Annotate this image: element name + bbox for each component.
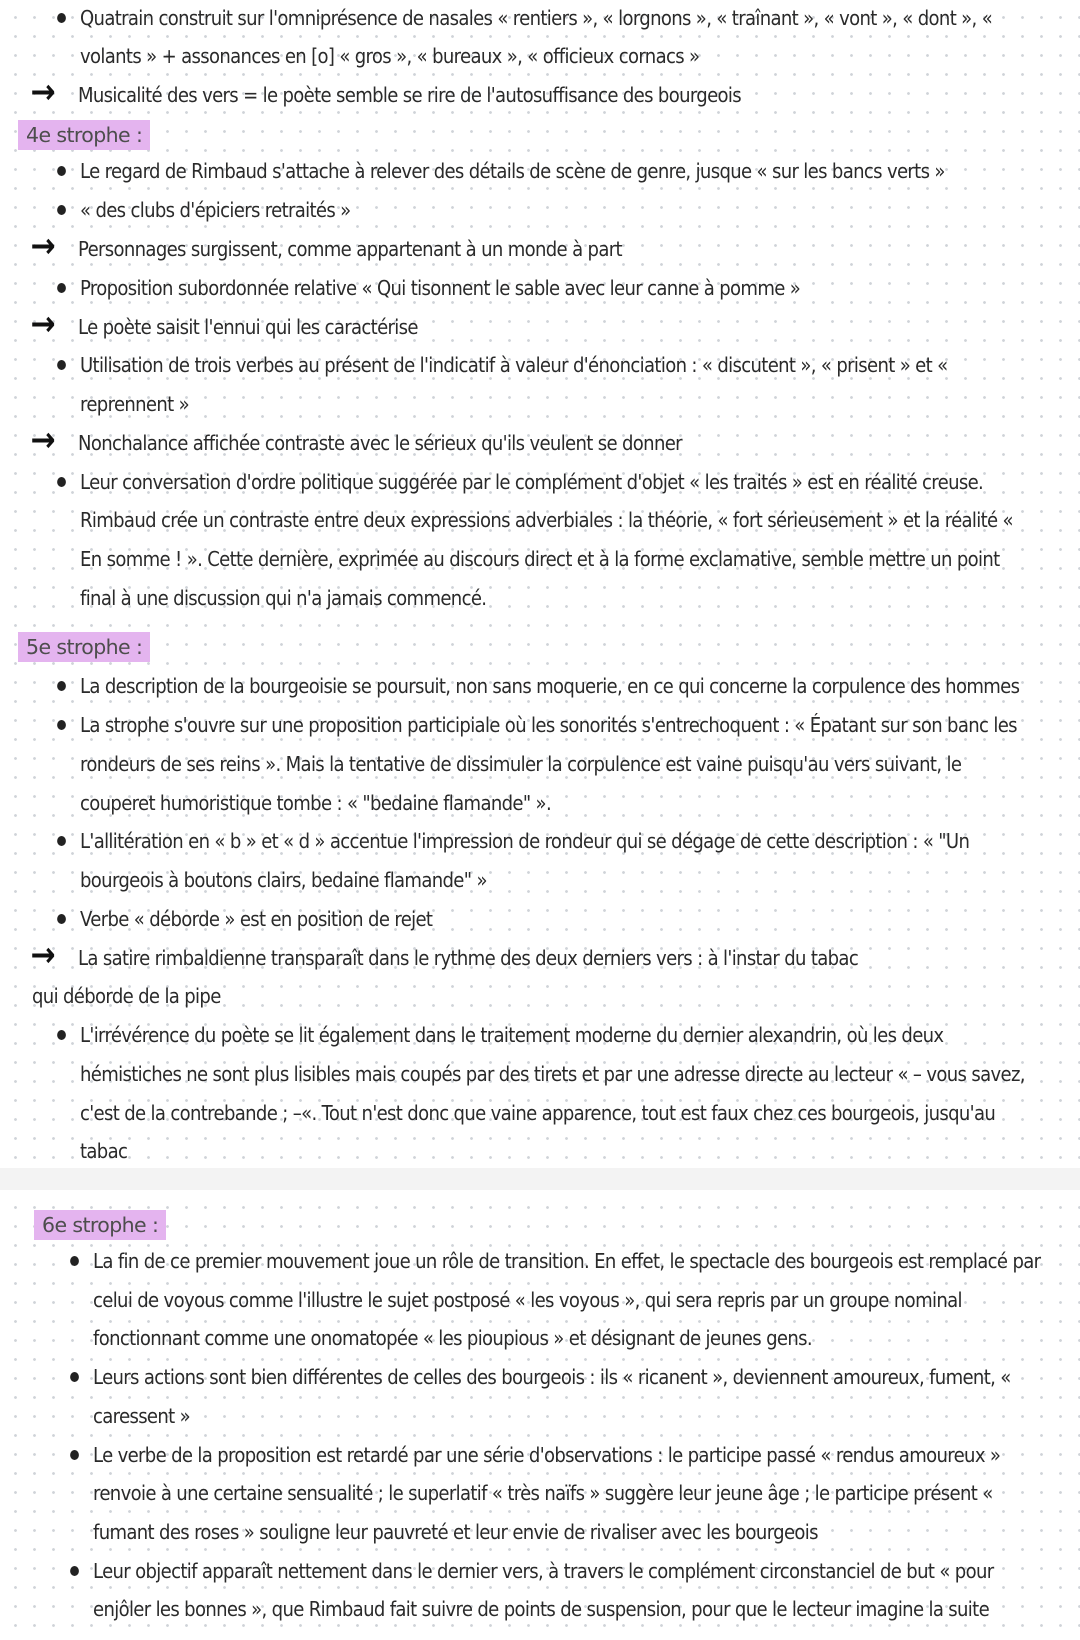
bullet-line: Verbe « déborde » est en position de rejet bbox=[80, 900, 432, 938]
bullet-line: Quatrain construit sur l'omniprésence de nasales « rentiers », « lorgnons », « traînant », « vont », « dont », « bbox=[80, 0, 992, 37]
bullet-line: L'irrévérence du poète se lit également dans le traitement moderne du dernier alexandrin, où les deux bbox=[80, 1016, 943, 1054]
text-line: tabac bbox=[80, 1139, 128, 1163]
bullet-line: L'allitération en « b » et « d » accentue l'impression de rondeur qui se dégage de cette description : « "Un bbox=[80, 822, 969, 860]
bullet-line: « des clubs d'épiciers retraités » bbox=[80, 191, 351, 229]
text-line: c'est de la contrebande ; –«. Tout n'est donc que vaine apparence, tout est faux chez ces bourgeois, jusqu'au bbox=[80, 1101, 996, 1125]
arrow-line: → La satire rimbaldienne transparaît dans le rythme des deux derniers vers : à l'instar du tabac bbox=[78, 939, 858, 977]
text-line: celui de voyous comme l'illustre le sujet postposé « les voyous », qui sera repris par un groupe nominal bbox=[93, 1288, 962, 1312]
notes-sheet-2 bbox=[0, 1190, 1080, 1640]
bullet-line: Leur objectif apparaît nettement dans le dernier vers, à travers le complément circonstanciel de but « pour bbox=[93, 1552, 993, 1590]
bullet-line: Le regard de Rimbaud s'attache à relever des détails de scène de genre, jusque « sur les bancs verts » bbox=[80, 152, 945, 190]
text-line: renvoie à une certaine sensualité ; le superlatif « très naïfs » suggère leur jeune âge ; le participe présent « bbox=[93, 1481, 993, 1505]
text-line: Rimbaud crée un contraste entre deux expressions adverbiales : la théorie, « fort sérieusement » et la réalité « bbox=[80, 508, 1013, 532]
text-line: qui déborde de la pipe bbox=[32, 984, 221, 1008]
text-line: reprennent » bbox=[80, 392, 190, 416]
arrow-line: → Nonchalance affichée contraste avec le sérieux qu'ils veulent se donner bbox=[78, 424, 682, 462]
text-line: fonctionnant comme une onomatopée « les pioupious » et désignant de jeunes gens. bbox=[93, 1326, 812, 1350]
page-separator bbox=[0, 1168, 1080, 1190]
bullet-line: Leurs actions sont bien différentes de celles des bourgeois : ils « ricanent », deviennent amoureux, fument, « bbox=[93, 1358, 1011, 1396]
text-line: couperet humoristique tombe : « "bedaine flamande" ». bbox=[80, 791, 552, 815]
bullet-line: Utilisation de trois verbes au présent de l'indicatif à valeur d'énonciation : « discutent », « prisent » et « bbox=[80, 346, 947, 384]
text-line: enjôler les bonnes », que Rimbaud fait suivre de points de suspension, pour que le lecteur imagine la suite bbox=[93, 1597, 990, 1621]
text-line: bourgeois à boutons clairs, bedaine flamande" » bbox=[80, 868, 487, 892]
arrow-line: → Personnages surgissent, comme appartenant à un monde à part bbox=[78, 230, 622, 268]
text-line: hémistiches ne sont plus lisibles mais coupés par des tirets et par une adresse directe au lecteur « – vous savez, bbox=[80, 1062, 1025, 1086]
bullet-line: Le verbe de la proposition est retardé par une série d'observations : le participe passé « rendus amoureux » bbox=[93, 1436, 1000, 1474]
bullet-line: La fin de ce premier mouvement joue un rôle de transition. En effet, le spectacle des bourgeois est remplacé par bbox=[93, 1242, 1040, 1280]
text-line: fumant des roses » souligne leur pauvreté et leur envie de rivaliser avec les bourgeois bbox=[93, 1520, 818, 1544]
bullet-line: La description de la bourgeoisie se poursuit, non sans moquerie, en ce qui concerne la corpulence des hommes bbox=[80, 667, 1019, 705]
text-line: volants » + assonances en [o] « gros », « bureaux », « officieux cornacs » bbox=[80, 44, 700, 68]
arrow-line: → Le poète saisit l'ennui qui les caractérise bbox=[78, 308, 418, 346]
heading-6e-strophe: 6e strophe : bbox=[34, 1210, 166, 1240]
text-line: final à une discussion qui n'a jamais commencé. bbox=[80, 586, 487, 610]
arrow-line: → Musicalité des vers = le poète semble se rire de l'autosuffisance des bourgeois bbox=[78, 76, 741, 114]
text-line: caressent » bbox=[93, 1404, 191, 1428]
heading-5e-strophe: 5e strophe : bbox=[18, 632, 150, 662]
bullet-line: Leur conversation d'ordre politique suggérée par le complément d'objet « les traités » est en réalité creuse. bbox=[80, 463, 983, 501]
bullet-line: La strophe s'ouvre sur une proposition participiale où les sonorités s'entrechoquent : « Épatant sur son banc les bbox=[80, 706, 1017, 744]
text-line: En somme ! ». Cette dernière, exprimée au discours direct et à la forme exclamative, semble mettre un point bbox=[80, 547, 1000, 571]
heading-4e-strophe: 4e strophe : bbox=[18, 120, 150, 150]
text-line: rondeurs de ses reins ». Mais la tentative de dissimuler la corpulence est vaine puisqu'au vers suivant, le bbox=[80, 752, 962, 776]
bullet-line: Proposition subordonnée relative « Qui tisonnent le sable avec leur canne à pomme » bbox=[80, 269, 800, 307]
